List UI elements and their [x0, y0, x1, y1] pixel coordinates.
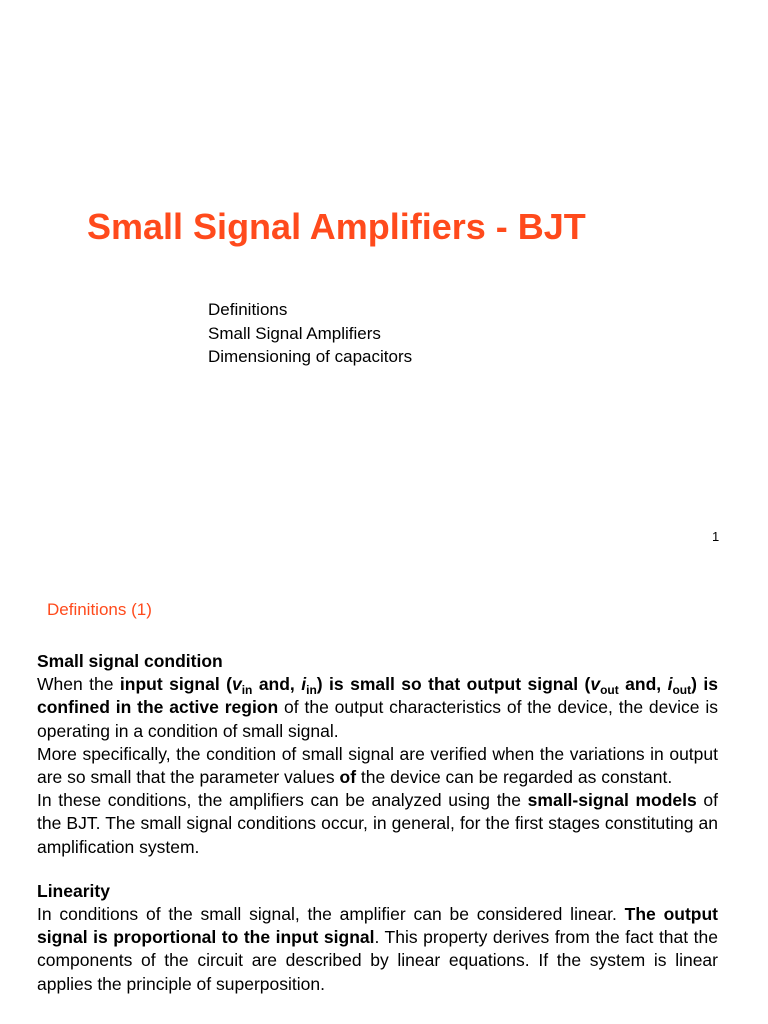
text-run: In these conditions, the amplifiers can be analyzed using the	[37, 790, 528, 811]
page-number: 1	[712, 529, 720, 544]
variable-i-in: i	[301, 674, 307, 695]
text-run: of the BJT. The small signal conditions occur, in general, for the first stages constituting an amplification system.	[37, 790, 718, 857]
small-signal-paragraph-2	[37, 743, 718, 789]
subscript-in: in	[241, 683, 253, 698]
slide-title: Small Signal Amplifiers - BJT	[87, 206, 586, 247]
text-run: When the	[37, 674, 120, 695]
variable-v-out: v	[590, 674, 601, 695]
small-signal-heading: Small signal condition	[37, 651, 223, 671]
subscript-out: out	[672, 683, 692, 698]
subscript-in: in	[306, 683, 317, 698]
subscript-out: out	[600, 683, 619, 698]
small-signal-paragraph-3	[37, 789, 718, 859]
linearity-paragraph	[37, 903, 718, 996]
text-run: In conditions of the small signal, the amplifier can be considered linear.	[37, 904, 625, 925]
small-signal-paragraph-1	[37, 673, 718, 743]
slide-content	[37, 650, 718, 996]
text-run: input signal (	[119, 674, 232, 695]
toc-item-small-signal-amplifiers: Small Signal Amplifiers	[208, 323, 381, 343]
text-run: of the output characteristics of the device, the device is operating in a condition of small signal.	[37, 697, 718, 741]
linearity-heading: Linearity	[37, 880, 110, 901]
variable-v-in: v	[231, 674, 242, 695]
toc-item-definitions: Definitions	[208, 300, 288, 319]
text-run: . This property derives from the fact that the components of the circuit are described by linear equations. If the system is linear applies the principle of superposition.	[37, 927, 718, 994]
text-run: More specifically, the condition of small signal are verified when the variations in output are so small that the parameter values	[37, 743, 718, 788]
text-run: and,	[618, 674, 668, 695]
table-of-contents	[208, 298, 412, 369]
text-run: ) is confined in the active region	[37, 674, 718, 718]
bold-run: The output signal is proportional to the input signal	[37, 904, 718, 948]
bold-run: of	[339, 767, 357, 788]
section-title: Definitions (1)	[47, 600, 152, 619]
variable-i-out: i	[667, 674, 673, 695]
spacer	[37, 859, 718, 880]
text-run: and,	[252, 674, 302, 695]
text-run: the device can be regarded as constant.	[356, 767, 673, 788]
bold-run: small-signal models	[527, 790, 697, 811]
toc-item-dimensioning-of-capacitors: Dimensioning of capacitors	[208, 347, 413, 366]
text-run: ) is small so that output signal (	[316, 674, 591, 695]
